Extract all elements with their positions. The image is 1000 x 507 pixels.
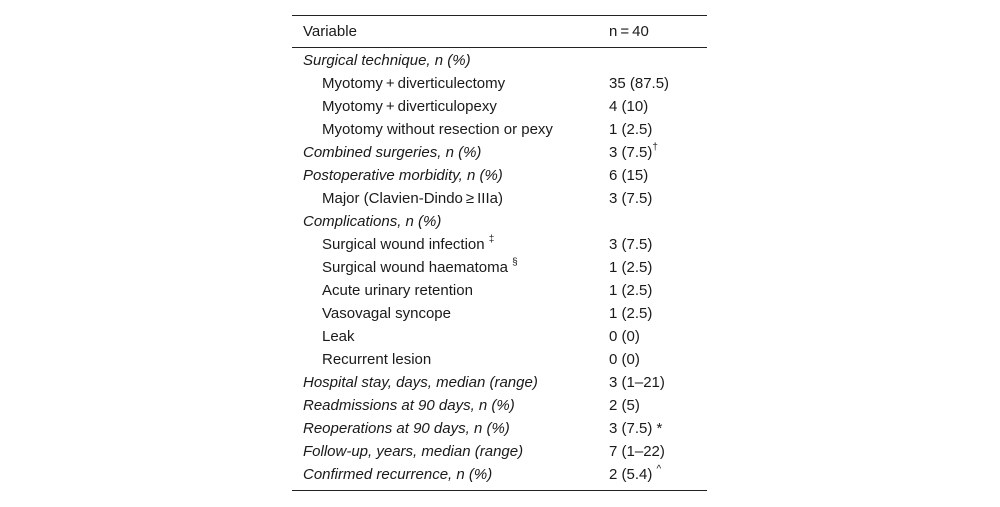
row-value: 4 (10) [609, 98, 649, 115]
header-variable: Variable [303, 23, 357, 40]
row-label [322, 256, 518, 279]
row-label: Combined surgeries, n (%) [303, 144, 482, 161]
row-value: 2 (5) [609, 397, 640, 414]
row-value: 1 (2.5) [609, 305, 653, 322]
row-label: Myotomy + diverticulectomy [322, 75, 506, 92]
table-row [292, 394, 707, 417]
row-label: Postoperative morbidity, n (%) [303, 167, 503, 184]
table-row [292, 233, 707, 256]
row-label: Follow-up, years, median (range) [303, 443, 524, 460]
table-row [292, 210, 707, 233]
row-label [322, 233, 494, 256]
table-row [292, 118, 707, 141]
table-row [292, 440, 707, 463]
section-footnote-mark: § [512, 257, 518, 268]
row-value: 7 (1–22) [609, 443, 665, 460]
table-row [292, 302, 707, 325]
table-row [292, 325, 707, 348]
row-label: Hospital stay, days, median (range) [303, 374, 538, 391]
table-row [292, 256, 707, 279]
label-text: Surgical wound haematoma [322, 259, 508, 276]
row-value: 3 (1–21) [609, 374, 665, 391]
row-label: Acute urinary retention [322, 282, 473, 299]
table-row [292, 164, 707, 187]
row-value: 3 (7.5) * [609, 420, 663, 437]
table-row [292, 463, 707, 486]
row-value: 6 (15) [609, 167, 649, 184]
table-top-rule [292, 15, 707, 16]
row-value: 0 (0) [609, 328, 640, 345]
row-label: Confirmed recurrence, n (%) [303, 466, 493, 483]
table-row [292, 348, 707, 371]
row-label: Surgical technique, n (%) [303, 52, 471, 69]
table-row [292, 417, 707, 440]
row-value: 3 (7.5) [609, 190, 653, 207]
row-label: Major (Clavien-Dindo ≥ IIIa) [322, 190, 503, 207]
value-text: 3 (7.5) [609, 144, 653, 161]
row-label: Recurrent lesion [322, 351, 432, 368]
row-value: 1 (2.5) [609, 282, 653, 299]
row-value: 35 (87.5) [609, 75, 670, 92]
table-bottom-rule [292, 490, 707, 491]
row-value [609, 141, 658, 164]
row-label: Readmissions at 90 days, n (%) [303, 397, 515, 414]
table-row [292, 371, 707, 394]
row-label: Myotomy + diverticulopexy [322, 98, 497, 115]
table-row [292, 187, 707, 210]
row-value [609, 463, 661, 486]
table-row [292, 72, 707, 95]
row-label: Myotomy without resection or pexy [322, 121, 553, 138]
row-value: 1 (2.5) [609, 259, 653, 276]
table-header-row [292, 20, 707, 43]
table-row [292, 49, 707, 72]
row-value: 0 (0) [609, 351, 640, 368]
table-row [292, 279, 707, 302]
label-text: Surgical wound infection [322, 236, 485, 253]
double-dagger-footnote-mark: ‡ [488, 234, 495, 245]
dagger-footnote-mark: † [652, 142, 658, 153]
table-row [292, 141, 707, 164]
row-value: 1 (2.5) [609, 121, 653, 138]
row-label: Vasovagal syncope [322, 305, 451, 322]
table-row [292, 95, 707, 118]
header-n: n = 40 [609, 23, 649, 40]
row-label: Complications, n (%) [303, 213, 442, 230]
row-label: Reoperations at 90 days, n (%) [303, 420, 510, 437]
row-value: 3 (7.5) [609, 236, 653, 253]
value-text: 2 (5.4) [609, 466, 653, 483]
row-label: Leak [322, 328, 355, 345]
caret-footnote-mark: ^ [656, 464, 662, 475]
table-header-rule [292, 47, 707, 48]
